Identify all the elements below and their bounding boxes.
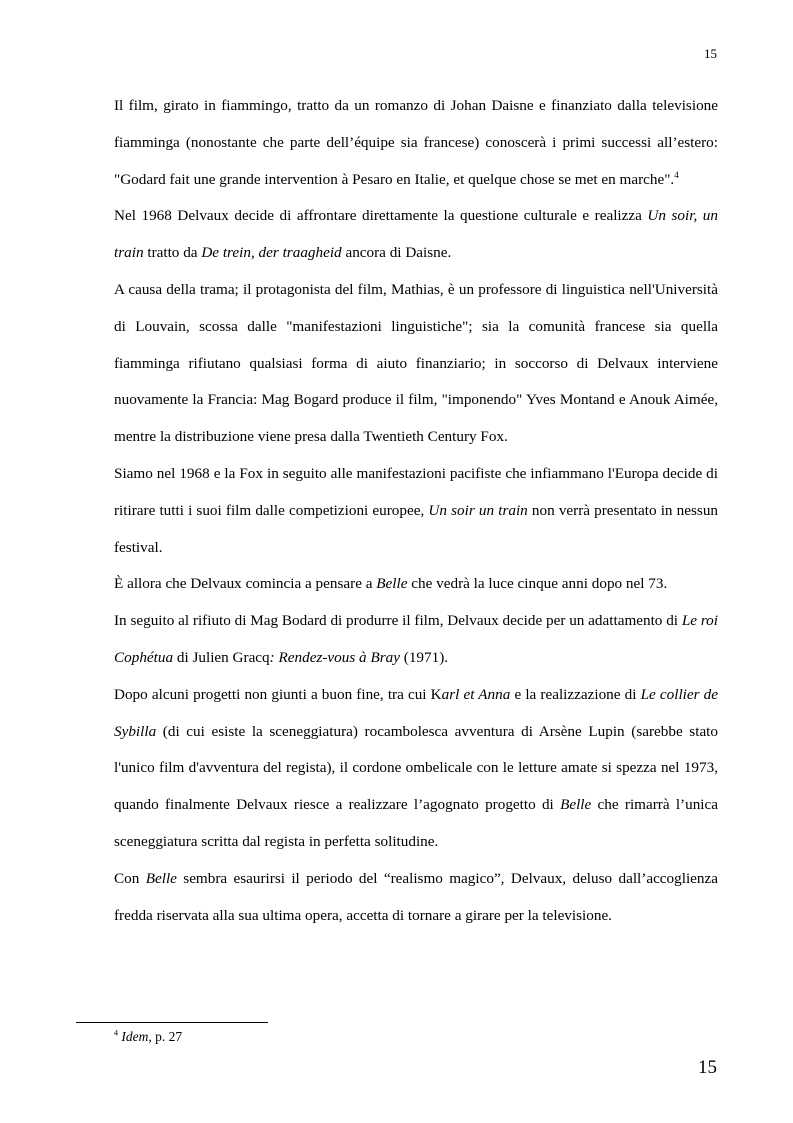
- paragraph-5: [114, 566, 718, 603]
- film-title: Belle: [376, 575, 408, 593]
- paragraph-text: di Julien Gracq: [173, 648, 270, 666]
- book-title: Le roi Cophétua: [114, 612, 718, 666]
- film-title: Belle: [560, 796, 592, 814]
- footnote-source: Idem: [121, 1029, 149, 1044]
- paragraph-text: sembra esaurirsi il periodo del “realismo magico”, Delvaux, deluso dall’accoglienza fredda riservata alla sua ultima opera, accetta di tornare a girare per la televisione.: [114, 869, 718, 924]
- paragraph-text: e la realizzazione di: [510, 685, 641, 703]
- paragraph-3: [114, 272, 718, 456]
- footer-page-number: 15: [698, 1057, 717, 1078]
- paragraph-text: Nel 1968 Delvaux decide di affrontare direttamente la questione culturale e realizza: [114, 207, 648, 225]
- film-title: arl et Anna: [441, 685, 511, 703]
- paragraph-text: A causa della trama; il protagonista del film, Mathias, è un professore di linguistica nell'Università di Louvain, scossa dalle "manifestazioni linguistiche"; sia la comunità francese sia quella fiamminga rifiutano qualsiasi forma di aiuto finanziario; in soccorso di Delvaux interviene nuovamente la Francia: Mag Bogard produce il film, "imponendo" Yves Montand e Anouk Aimée, mentre la distribuzione viene presa dalla Twentieth Century Fox.: [114, 280, 718, 446]
- book-title: : Rendez-vous à Bray: [269, 648, 400, 666]
- paragraph-4: [114, 456, 718, 566]
- paragraph-text: Con: [114, 869, 146, 887]
- paragraph-text: tratto da: [143, 244, 202, 262]
- body-text: [114, 88, 718, 934]
- paragraph-2: [114, 198, 718, 272]
- film-title: Belle: [145, 869, 177, 887]
- paragraph-text: In seguito al rifiuto di Mag Bodard di produrre il film, Delvaux decide per un adattamento di: [114, 612, 682, 630]
- paragraph-text: ancora di Daisne.: [341, 244, 452, 262]
- paragraph-text: Il film, girato in fiammingo, tratto da un romanzo di Johan Daisne e finanziato dalla televisione fiamminga (nonostante che parte dell’équipe sia francese) conoscerà i primi successi all’estero: "Godard fait une grande intervention à Pesaro en Italie, et quelque chose se met en marche".: [114, 97, 718, 188]
- paragraph-text: non verrà presentato in nessun festival.: [114, 501, 719, 556]
- paragraph-text: (1971).: [399, 648, 449, 666]
- paragraph-text: È allora che Delvaux comincia a pensare a: [114, 575, 377, 593]
- footnote: [114, 1027, 182, 1047]
- film-title: Le collier de Sybilla: [114, 685, 718, 740]
- header-page-number: 15: [704, 46, 717, 61]
- paragraph-text: (di cui esiste la sceneggiatura) rocambolesca avventura di Arsène Lupin (sarebbe stato l'unico film d'avventura del regista), il cordone ombelicale con le letture amate si spezza nel 1973, quando finalmente Delvaux riesce a realizzare l’agognato progetto di: [114, 722, 718, 814]
- film-title: Un soir un train: [428, 501, 528, 519]
- paragraph-text: che vedrà la luce cinque anni dopo nel 73.: [407, 575, 668, 593]
- paragraph-8: [114, 861, 718, 935]
- paragraph-1: [114, 88, 718, 198]
- film-title: Un soir, un train: [114, 207, 718, 262]
- footnote-number: 4: [114, 1028, 118, 1038]
- paragraph-7: [114, 677, 718, 861]
- paragraph-6: [114, 603, 718, 677]
- paragraph-text: Dopo alcuni progetti non giunti a buon fine, tra cui K: [114, 685, 442, 703]
- footnote-reference: 4: [674, 169, 679, 180]
- book-title: De trein, der traagheid: [201, 244, 342, 262]
- footnote-pages: , p. 27: [148, 1029, 183, 1044]
- paragraph-text: Siamo nel 1968 e la Fox in seguito alle manifestazioni pacifiste che infiammano l'Europa decide di ritirare tutti i suoi film dalle competizioni europee,: [114, 464, 718, 519]
- footnote-divider: [76, 1022, 268, 1023]
- paragraph-text: che rimarrà l’unica sceneggiatura scritta dal regista in perfetta solitudine.: [114, 796, 719, 850]
